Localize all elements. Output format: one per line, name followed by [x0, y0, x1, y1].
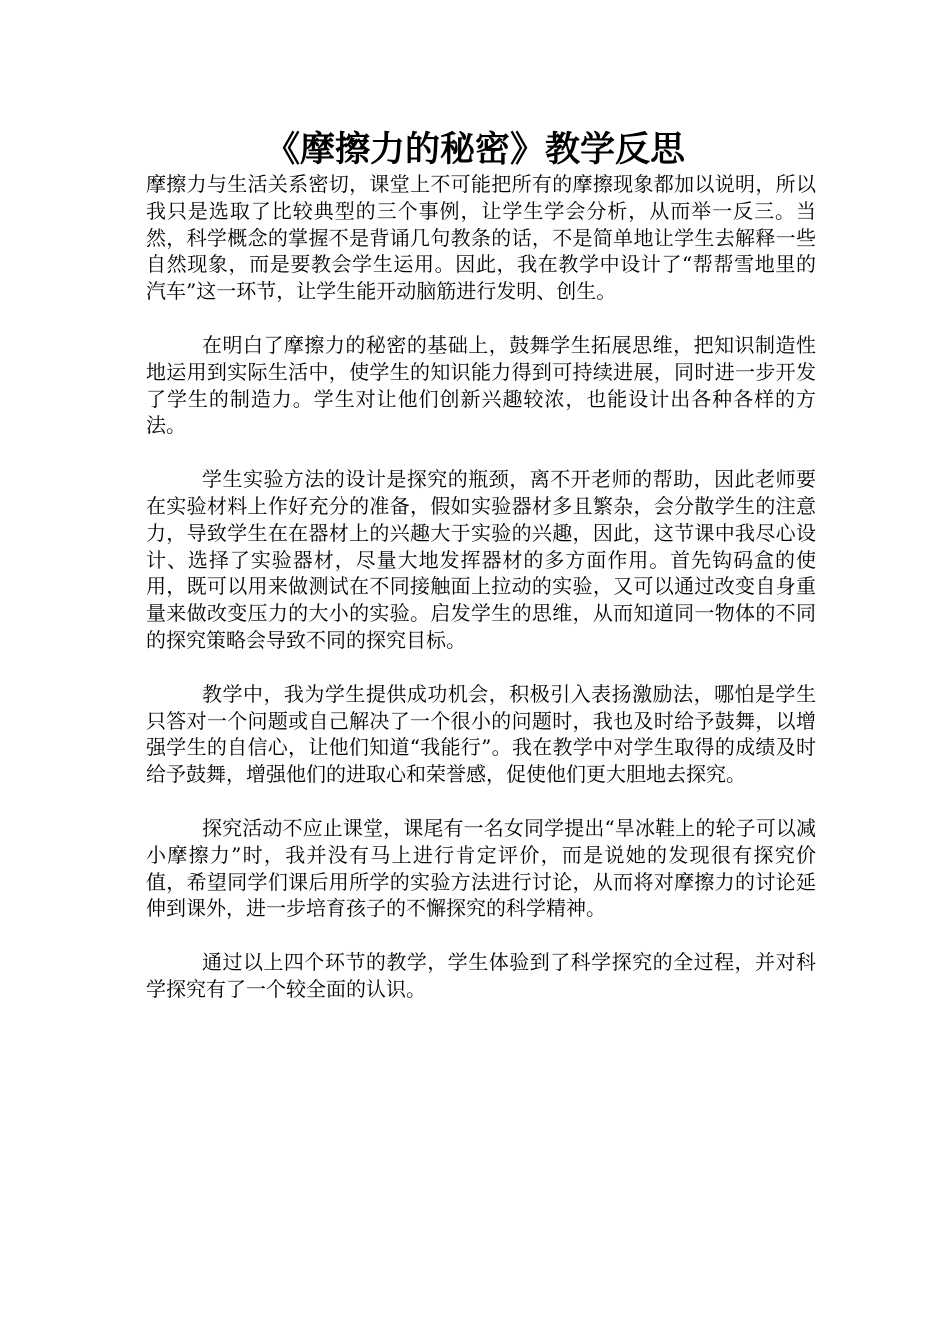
paragraph-2: 在明白了摩擦力的秘密的基础上，鼓舞学生拓展思维，把知识制造性地运用到实际生活中，使学生的知识能力得到可持续进展，同时进一步开发了学生的制造力。学生对让他们创新兴趣较浓，也能设计出各种各样的方法。	[146, 332, 816, 438]
paragraph-3: 学生实验方法的设计是探究的瓶颈，离不开老师的帮助，因此老师要在实验材料上作好充分的准备，假如实验器材多且繁杂，会分散学生的注意力，导致学生在在器材上的兴趣大于实验的兴趣，因此，这节课中我尽心设计、选择了实验器材，尽量大地发挥器材的多方面作用。首先钩码盒的使用，既可以用来做测试在不同接触面上拉动的实验，又可以通过改变自身重量来做改变压力的大小的实验。启发学生的思维，从而知道同一物体的不同的探究策略会导致不同的探究目标。	[146, 467, 816, 652]
paragraph-5: 探究活动不应止课堂，课尾有一名女同学提出“旱冰鞋上的轮子可以减小摩擦力”时，我并没有马上进行肯定评价，而是说她的发现很有探究价值，希望同学们课后用所学的实验方法进行讨论，从而将对摩擦力的讨论延伸到课外，进一步培育孩子的不懈探究的科学精神。	[146, 815, 816, 921]
paragraph-4: 教学中，我为学生提供成功机会，积极引入表扬激励法，哪怕是学生只答对一个问题或自己解决了一个很小的问题时，我也及时给予鼓舞，以增强学生的自信心，让他们知道“我能行”。我在教学中对学生取得的成绩及时给予鼓舞，增强他们的进取心和荣誉感，促使他们更大胆地去探究。	[146, 681, 816, 787]
document-title: 《摩擦力的秘密》教学反思	[264, 130, 685, 170]
paragraph-6: 通过以上四个环节的教学，学生体验到了科学探究的全过程，并对科学探究有了一个较全面的认识。	[146, 950, 816, 1001]
document-body	[146, 171, 816, 1030]
paragraph-1: 摩擦力与生活关系密切，课堂上不可能把所有的摩擦现象都加以说明，所以我只是选取了比较典型的三个事例，让学生学会分析，从而举一反三。当然，科学概念的掌握不是背诵几句教条的话，不是简单地让学生去解释一些自然现象，而是要教会学生运用。因此，我在教学中设计了“帮帮雪地里的汽车”这一环节，让学生能开动脑筋进行发明、创生。	[146, 172, 816, 304]
